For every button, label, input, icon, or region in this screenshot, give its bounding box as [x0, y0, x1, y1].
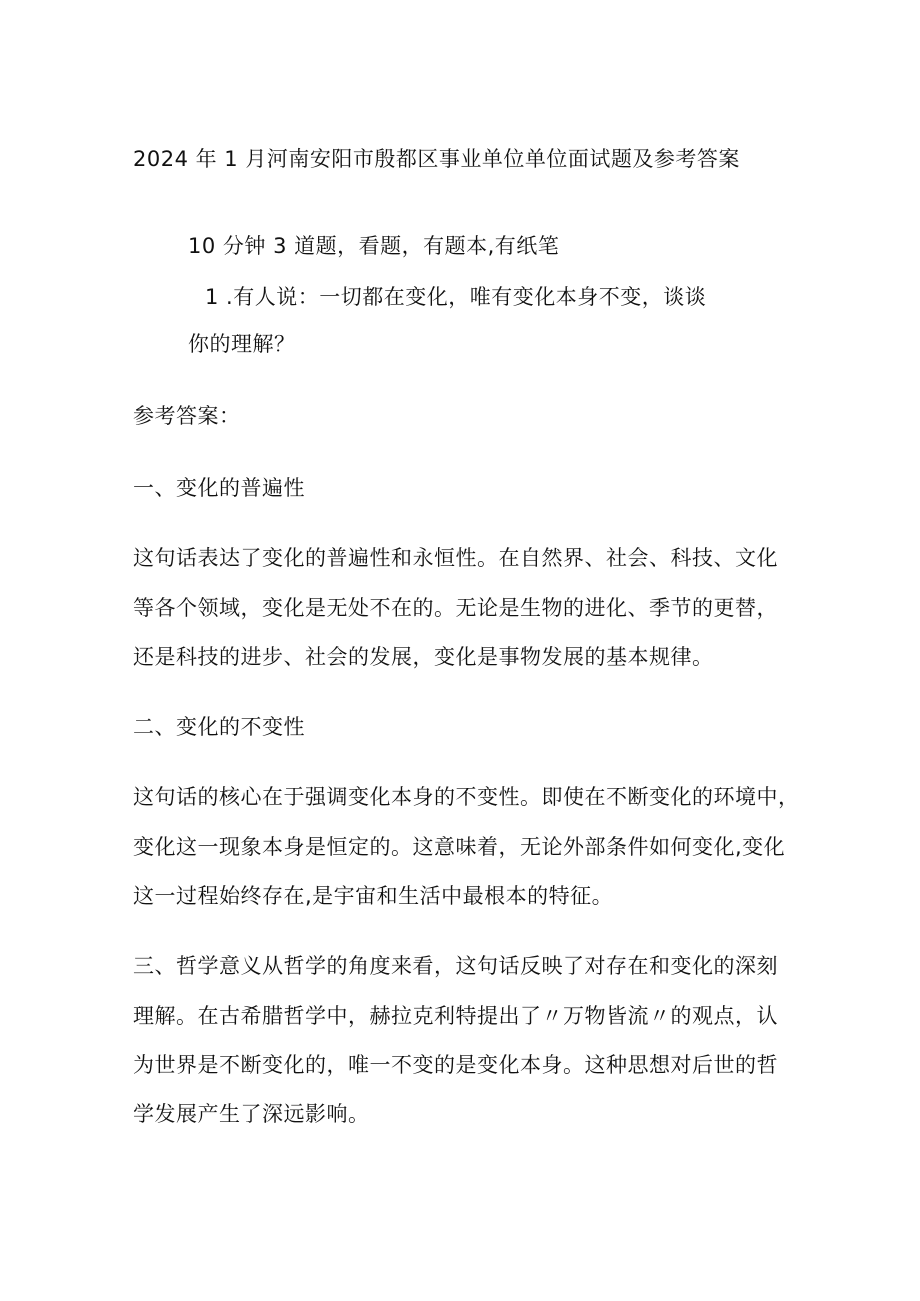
exam-intro: 10 分钟 3 道题，看题，有题本,有纸笔 [188, 234, 560, 258]
section-1-paragraph-line: 还是科技的进步、社会的发展，变化是事物发展的基本规律。 [133, 645, 714, 669]
section-2-heading: 二、变化的不变性 [133, 715, 305, 739]
section-3-paragraph-line: 为世界是不断变化的，唯一不变的是变化本身。这种思想对后世的哲 [133, 1053, 778, 1077]
section-2-paragraph-line: 变化这一现象本身是恒定的。这意味着，无论外部条件如何变化,变化 [133, 835, 786, 859]
section-3-paragraph-line: 三、哲学意义从哲学的角度来看，这句话反映了对存在和变化的深刻 [133, 954, 778, 978]
document-title: 2024 年 1 月河南安阳市殷都区事业单位单位面试题及参考答案 [133, 147, 740, 171]
section-2-paragraph-line: 这句话的核心在于强调变化本身的不变性。即使在不断变化的环境中， [133, 785, 800, 809]
section-3-paragraph-line: 学发展产生了深远影响。 [133, 1102, 370, 1126]
section-1-paragraph-line: 等各个领域，变化是无处不在的。无论是生物的进化、季节的更替， [133, 596, 778, 620]
question-1-line-1: 1 .有人说：一切都在变化，唯有变化本身不变，谈谈 [205, 285, 707, 309]
section-2-paragraph-line: 这一过程始终存在,是宇宙和生活中最根本的特征。 [133, 884, 614, 908]
section-3-paragraph-line: 理解。在古希腊哲学中，赫拉克利特提出了〃万物皆流〃的观点，认 [133, 1004, 778, 1028]
question-1-line-2: 你的理解？ [188, 332, 296, 356]
answer-label: 参考答案： [133, 404, 241, 428]
section-1-paragraph-line: 这句话表达了变化的普遍性和永恒性。在自然界、社会、科技、文化 [133, 546, 778, 570]
section-1-heading: 一、变化的普遍性 [133, 476, 305, 500]
